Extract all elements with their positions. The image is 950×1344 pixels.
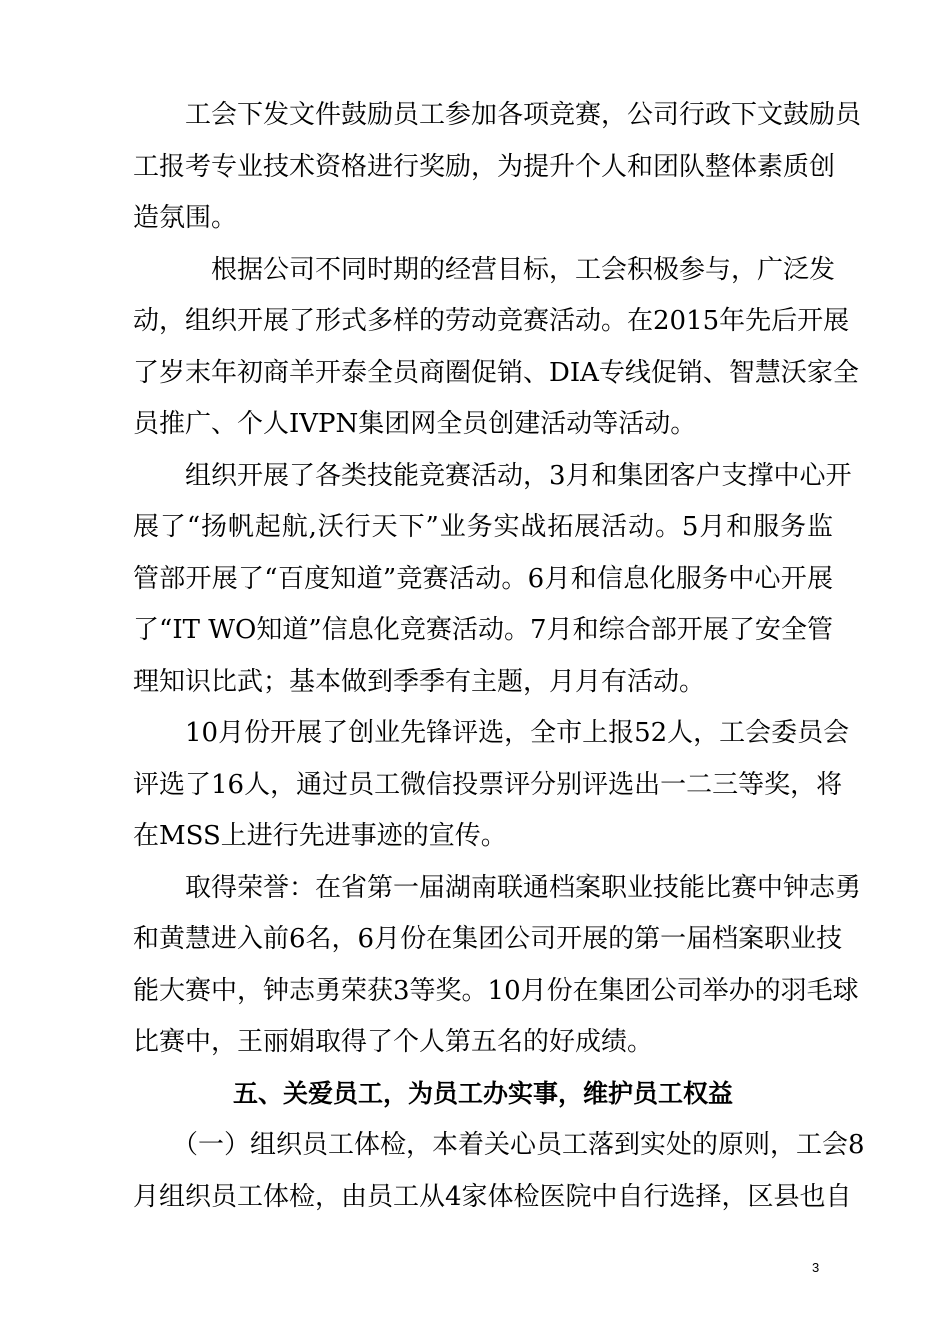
paragraph-2-line-3: 了岁末年初商羊开泰全员商圈促销、DIA专线促销、智慧沃家全 [133, 358, 859, 388]
paragraph-3-line-1: 组织开展了各类技能竞赛活动，3月和集团客户支撑中心开 [133, 461, 852, 491]
paragraph-1-line-1: 工会下发文件鼓励员工参加各项竞赛，公司行政下文鼓励员 [133, 100, 862, 130]
paragraph-3-line-2: 展了“扬帆起航,沃行天下”业务实战拓展活动。5月和服务监 [133, 512, 833, 542]
paragraph-1-line-3: 造氛围。 [133, 203, 238, 233]
paragraph-4-line-1: 10月份开展了创业先锋评选，全市上报52人，工会委员会 [133, 718, 850, 748]
page-number: 3 [812, 1260, 820, 1275]
paragraph-5-line-1: 取得荣誉：在省第一届湖南联通档案职业技能比赛中钟志勇 [133, 873, 862, 903]
paragraph-3-line-5: 理知识比武；基本做到季季有主题，月月有活动。 [133, 667, 706, 697]
paragraph-5-line-3: 能大赛中，钟志勇荣获3等奖。10月份在集团公司举办的羽毛球 [133, 976, 859, 1006]
paragraph-3-line-4: 了“IT WO知道”信息化竞赛活动。7月和综合部开展了安全管 [133, 615, 833, 645]
closing-paragraph-line-2: 月组织员工体检，由员工从4家体检医院中自行选择，区县也自 [133, 1182, 852, 1212]
paragraph-4-line-2: 评选了16人，通过员工微信投票评分别评选出一二三等奖，将 [133, 770, 843, 800]
closing-paragraph-line-1: （一）组织员工体检，本着关心员工落到实处的原则，工会8 [133, 1130, 865, 1160]
section-heading: 五、关爱员工，为员工办实事，维护员工权益 [232, 1079, 733, 1108]
paragraph-2-line-4: 员推广、个人IVPN集团网全员创建活动等活动。 [133, 409, 697, 439]
paragraph-3-line-3: 管部开展了“百度知道”竞赛活动。6月和信息化服务中心开展 [133, 564, 833, 594]
paragraph-1-line-2: 工报考专业技术资格进行奖励，为提升个人和团队整体素质创 [133, 152, 836, 182]
paragraph-4-line-3: 在MSS上进行先进事迹的宣传。 [133, 821, 507, 851]
paragraph-5-line-2: 和黄慧进入前6名，6月份在集团公司开展的第一届档案职业技 [133, 924, 843, 954]
paragraph-5-line-4: 比赛中，王丽娟取得了个人第五名的好成绩。 [133, 1027, 654, 1057]
paragraph-2-line-1: 根据公司不同时期的经营目标，工会积极参与，广泛发 [133, 255, 836, 285]
paragraph-2-line-2: 动，组织开展了形式多样的劳动竞赛活动。在2015年先后开展 [133, 306, 850, 336]
